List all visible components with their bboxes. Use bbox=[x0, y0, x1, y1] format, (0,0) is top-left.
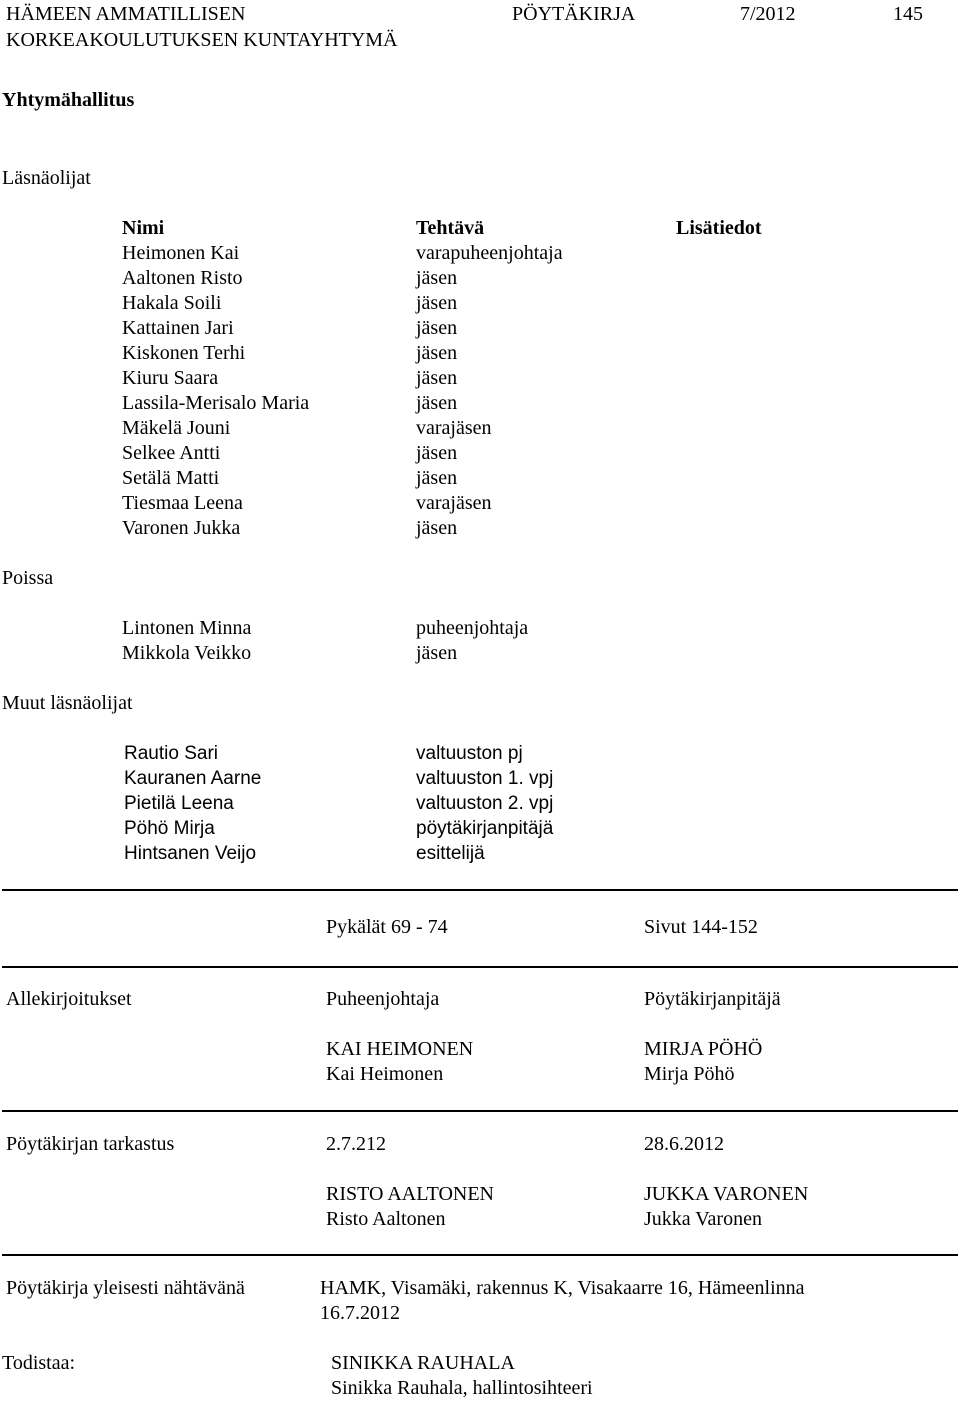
divider bbox=[2, 966, 958, 968]
paragraphs-range: Pykälät 69 - 74 bbox=[326, 916, 448, 938]
reviewer-1-name: Risto Aaltonen bbox=[326, 1208, 446, 1230]
absent-role: jäsen bbox=[416, 642, 458, 664]
chair-title: Puheenjohtaja bbox=[326, 988, 440, 1010]
present-name: Setälä Matti bbox=[122, 467, 220, 489]
certifier-name: Sinikka Rauhala, hallintosihteeri bbox=[331, 1377, 593, 1399]
present-name: Mäkelä Jouni bbox=[122, 417, 231, 439]
certify-label: Todistaa: bbox=[2, 1352, 76, 1374]
other-name: Kauranen Aarne bbox=[124, 768, 262, 789]
document-number: 7/2012 bbox=[740, 3, 796, 25]
page-number: 145 bbox=[893, 3, 923, 25]
reviewer-2-name-upper: JUKKA VARONEN bbox=[644, 1183, 809, 1205]
present-role: jäsen bbox=[416, 342, 458, 364]
reviewer-1-name-upper: RISTO AALTONEN bbox=[326, 1183, 494, 1205]
secretary-title: Pöytäkirjanpitäjä bbox=[644, 988, 781, 1010]
others-names-list bbox=[124, 741, 261, 866]
present-name: Selkee Antti bbox=[122, 442, 221, 464]
org-name-line-2: KORKEAKOULUTUKSEN KUNTAYHTYMÄ bbox=[6, 29, 398, 51]
review-date-2: 28.6.2012 bbox=[644, 1133, 724, 1155]
public-display-place: HAMK, Visamäki, rakennus K, Visakaarre 16, Hämeenlinna bbox=[320, 1277, 805, 1299]
reviewer-2-name: Jukka Varonen bbox=[644, 1208, 762, 1230]
chair-name-upper: KAI HEIMONEN bbox=[326, 1038, 474, 1060]
present-role: jäsen bbox=[416, 317, 458, 339]
present-role: varapuheenjohtaja bbox=[416, 242, 563, 264]
other-role: valtuuston pj bbox=[416, 743, 523, 764]
present-name: Aaltonen Risto bbox=[122, 267, 243, 289]
absent-section-label: Poissa bbox=[2, 567, 54, 589]
column-header-name: Nimi bbox=[122, 217, 165, 239]
present-section-label: Läsnäolijat bbox=[2, 167, 91, 189]
others-roles-list bbox=[416, 741, 553, 866]
secretary-name: Mirja Pöhö bbox=[644, 1063, 735, 1085]
review-label: Pöytäkirjan tarkastus bbox=[6, 1133, 175, 1155]
absent-name: Mikkola Veikko bbox=[122, 642, 252, 664]
present-role: jäsen bbox=[416, 367, 458, 389]
present-role: jäsen bbox=[416, 267, 458, 289]
chair-name: Kai Heimonen bbox=[326, 1063, 444, 1085]
others-section-label: Muut läsnäolijat bbox=[2, 692, 133, 714]
other-role: valtuuston 1. vpj bbox=[416, 768, 554, 789]
present-name: Lassila-Merisalo Maria bbox=[122, 392, 310, 414]
divider bbox=[2, 1110, 958, 1112]
body-title: Yhtymähallitus bbox=[2, 89, 135, 111]
absent-name: Lintonen Minna bbox=[122, 617, 252, 639]
other-name: Pietilä Leena bbox=[124, 793, 234, 814]
present-role: varajäsen bbox=[416, 417, 492, 439]
present-roles-list bbox=[416, 241, 563, 541]
present-name: Kiskonen Terhi bbox=[122, 342, 246, 364]
document-type: PÖYTÄKIRJA bbox=[512, 3, 636, 25]
absent-names-list bbox=[122, 616, 251, 666]
present-role: jäsen bbox=[416, 292, 458, 314]
divider bbox=[2, 1254, 958, 1256]
present-role: jäsen bbox=[416, 392, 458, 414]
present-role: jäsen bbox=[416, 467, 458, 489]
present-name: Tiesmaa Leena bbox=[122, 492, 243, 514]
present-name: Hakala Soili bbox=[122, 292, 222, 314]
other-role: valtuuston 2. vpj bbox=[416, 793, 554, 814]
other-role: esittelijä bbox=[416, 843, 485, 864]
public-display-date: 16.7.2012 bbox=[320, 1302, 400, 1324]
org-name-line-1: HÄMEEN AMMATILLISEN bbox=[6, 3, 246, 25]
other-name: Rautio Sari bbox=[124, 743, 218, 764]
other-name: Pöhö Mirja bbox=[124, 818, 215, 839]
pages-range: Sivut 144-152 bbox=[644, 916, 758, 938]
other-role: pöytäkirjanpitäjä bbox=[416, 818, 554, 839]
absent-roles-list bbox=[416, 616, 528, 666]
signatures-label: Allekirjoitukset bbox=[6, 988, 132, 1010]
present-name: Kiuru Saara bbox=[122, 367, 219, 389]
column-header-extra: Lisätiedot bbox=[676, 217, 762, 239]
secretary-name-upper: MIRJA PÖHÖ bbox=[644, 1038, 763, 1060]
present-names-list bbox=[122, 241, 309, 541]
column-header-role: Tehtävä bbox=[416, 217, 485, 239]
present-role: jäsen bbox=[416, 517, 458, 539]
absent-role: puheenjohtaja bbox=[416, 617, 529, 639]
present-role: varajäsen bbox=[416, 492, 492, 514]
certifier-name-upper: SINIKKA RAUHALA bbox=[331, 1352, 515, 1374]
other-name: Hintsanen Veijo bbox=[124, 843, 257, 864]
present-name: Varonen Jukka bbox=[122, 517, 241, 539]
public-display-label: Pöytäkirja yleisesti nähtävänä bbox=[6, 1277, 245, 1299]
present-role: jäsen bbox=[416, 442, 458, 464]
divider bbox=[2, 889, 958, 891]
review-date-1: 2.7.212 bbox=[326, 1133, 386, 1155]
present-name: Kattainen Jari bbox=[122, 317, 234, 339]
present-name: Heimonen Kai bbox=[122, 242, 240, 264]
